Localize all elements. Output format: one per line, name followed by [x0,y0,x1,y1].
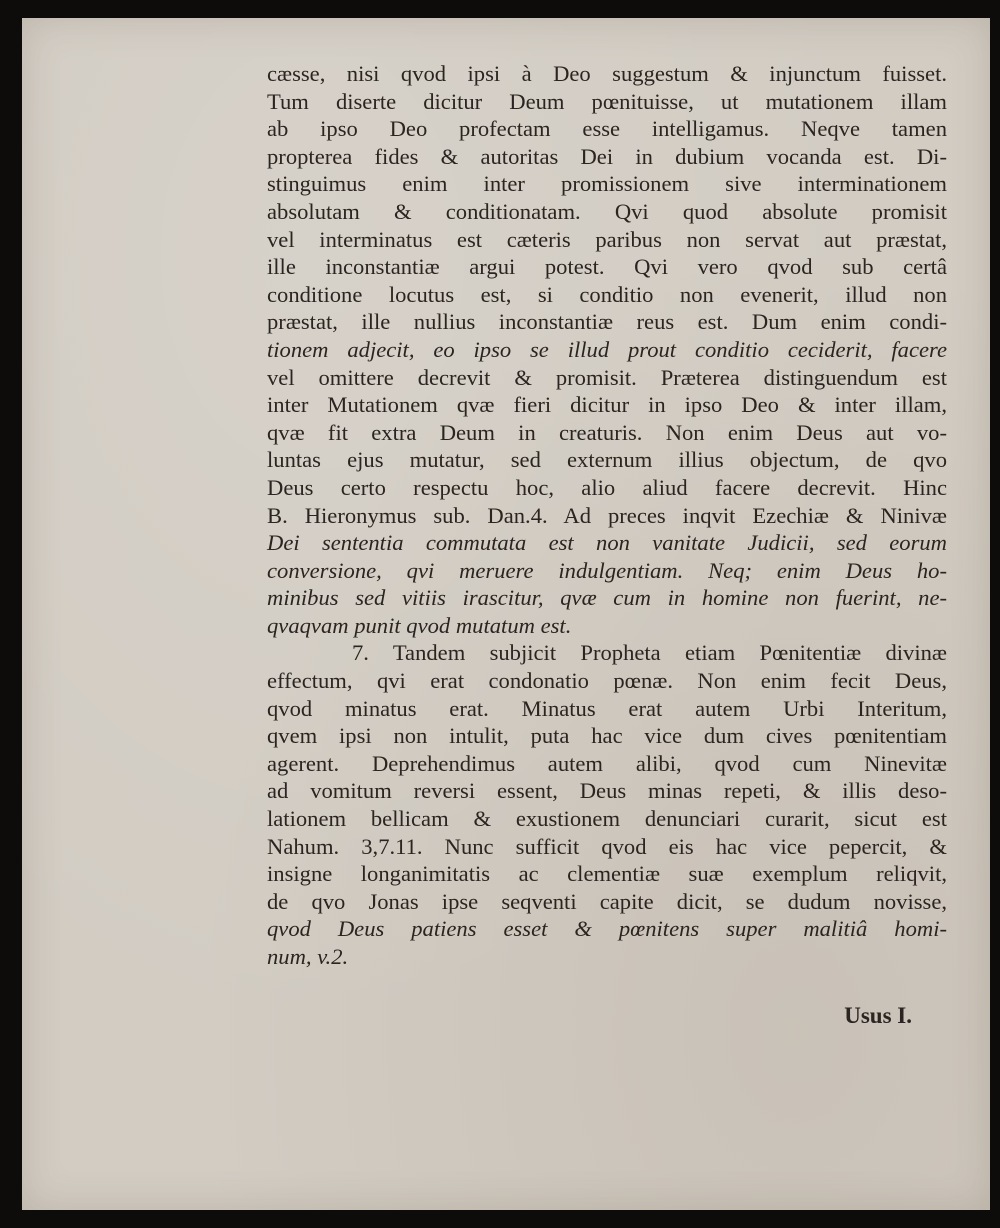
text-line: ille inconstantiæ argui potest. Qvi vero qvod sub certâ [267,254,947,280]
text-line: Tum diserte dicitur Deum pœnituisse, ut mutationem illam [267,88,947,114]
text-line: Deus certo respectu hoc, alio aliud facere decrevit. Hinc [267,474,947,500]
text-line: Nahum. 3,7.11. Nunc sufficit qvod eis hac vice pepercit, & [267,833,947,859]
text-line: tionem adjecit, eo ipso se illud prout conditio ceciderit, facere [267,336,947,362]
text-line: B. Hieronymus sub. Dan.4. Ad preces inqvit Ezechiæ & Ninivæ [267,502,947,528]
text-line: qvod Deus patiens esset & pœnitens super malitiâ homi- [267,916,947,942]
text-line: lationem bellicam & exustionem denunciari curarit, sicut est [267,806,947,832]
text-line: propterea fides & autoritas Dei in dubium vocanda est. Di- [267,143,947,169]
text-line: ad vomitum reversi essent, Deus minas repeti, & illis deso- [267,778,947,804]
text-line: stinguimus enim inter promissionem sive interminationem [267,171,947,197]
text-line: conversione, qvi meruere indulgentiam. Neq; enim Deus ho- [267,557,947,583]
text-line: conditione locutus est, si conditio non evenerit, illud non [267,281,947,307]
text-line: qvaqvam punit qvod mutatum est. [267,612,572,638]
text-line: inter Mutationem qvæ fieri dicitur in ipso Deo & inter illam, [267,392,947,418]
text-line: insigne longanimitatis ac clementiæ suæ exemplum reliqvit, [267,861,947,887]
text-line: qvæ fit extra Deum in creaturis. Non enim Deus aut vo- [267,419,947,445]
text-line: qvem ipsi non intulit, puta hac vice dum cives pœnitentiam [267,723,947,749]
text-line: effectum, qvi erat condonatio pœnæ. Non enim fecit Deus, [267,668,947,694]
body-text [267,60,947,971]
book-page [22,18,990,1210]
text-line: vel omittere decrevit & promisit. Præterea distinguendum est [267,364,947,390]
paragraph-start-line: 7. Tandem subjicit Propheta etiam Pœnitentiæ divinæ [352,640,947,666]
text-line: præstat, ille nullius inconstantiæ reus est. Dum enim condi- [267,309,947,335]
catchword: Usus I. [844,1003,912,1028]
text-line: agerent. Deprehendimus autem alibi, qvod cum Ninevitæ [267,750,947,776]
text-line: Dei sententia commutata est non vanitate Judicii, sed eorum [267,530,947,556]
text-line: qvod minatus erat. Minatus erat autem Urbi Interitum, [267,695,947,721]
text-line: de qvo Jonas ipse seqventi capite dicit, se dudum novisse, [267,888,947,914]
text-line: ab ipso Deo profectam esse intelligamus. Neqve tamen [267,116,947,142]
text-line: minibus sed vitiis irascitur, qvæ cum in homine non fuerint, ne- [267,585,947,611]
text-line: absolutam & conditionatam. Qvi quod absolute promisit [267,198,947,224]
text-line: cæsse, nisi qvod ipsi à Deo suggestum & injunctum fuisset. [267,61,947,86]
text-line: vel interminatus est cæteris paribus non servat aut præstat, [267,226,947,252]
text-line: luntas ejus mutatur, sed externum illius objectum, de qvo [267,447,947,473]
text-line: num, v.2. [267,944,349,969]
